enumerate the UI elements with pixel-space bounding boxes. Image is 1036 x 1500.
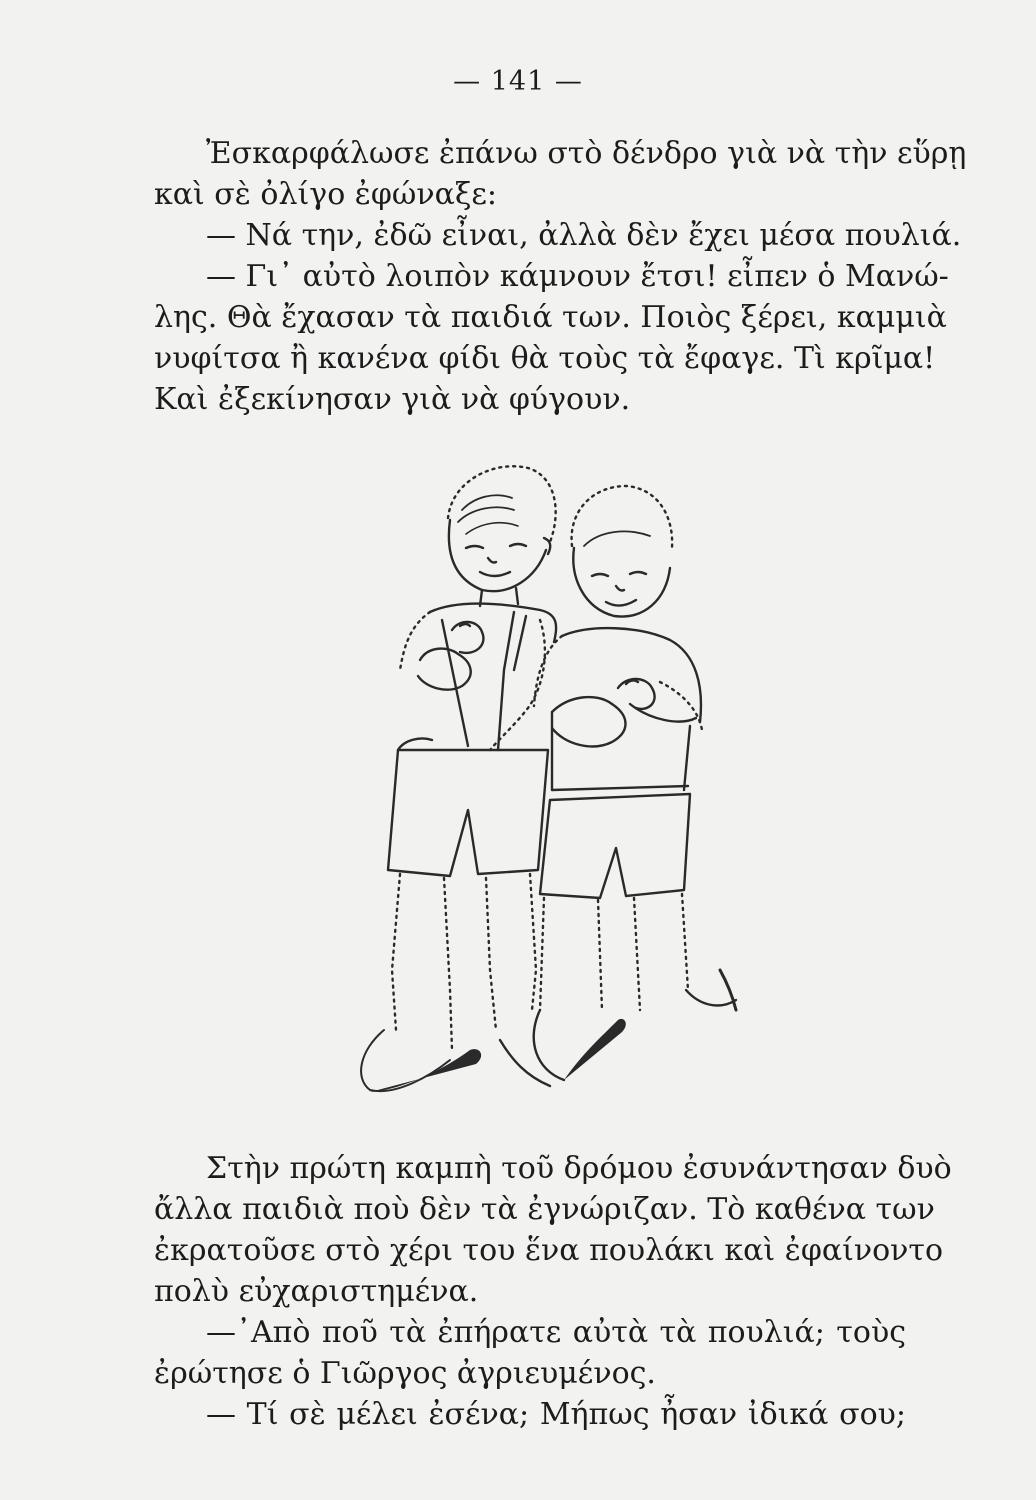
- text-line: λης. Θὰ ἔχασαν τὰ παιδιά των. Ποιὸς ξέρει, καμμιὰ: [154, 300, 947, 335]
- text-line: νυφίτσα ἢ κανένα φίδι θὰ τοὺς τὰ ἔφαγε. Τὶ κρῖμα!: [154, 341, 936, 376]
- text-line: ἐκρατοῦσε στὸ χέρι του ἕνα πουλάκι καὶ ἐφαίνοντο: [154, 1233, 944, 1268]
- page-number: — 141 —: [453, 66, 583, 97]
- text-line: Ἐσκαρφάλωσε ἐπάνω στὸ δένδρο γιὰ νὰ τὴν εὕρῃ: [206, 136, 967, 171]
- text-block-bottom: [154, 1148, 952, 1435]
- right-boy-figure: [534, 486, 736, 1080]
- text-line: ἄλλα παιδιὰ ποὺ δὲν τὰ ἐγνώριζαν. Τὸ καθένα των: [154, 1192, 935, 1227]
- text-line: Στὴν πρώτη καμπὴ τοῦ δρόμου ἐσυνάντησαν δυὸ: [206, 1151, 952, 1186]
- left-boy-figure: [361, 466, 556, 1092]
- text-line: — Τί σὲ μέλει ἐσένα; Μήπως ἦσαν ἰδικά σου;: [206, 1397, 906, 1432]
- text-line: —᾿Απὸ ποῦ τὰ ἐπήρατε αὐτὰ τὰ πουλιά; τοὺς: [206, 1315, 906, 1350]
- two-boys-illustration: [300, 450, 780, 1110]
- text-line: — Γι᾿ αὐτὸ λοιπὸν κάμνουν ἔτσι! εἶπεν ὁ Μανώ-: [206, 259, 949, 294]
- text-line: — Νά την, ἐδῶ εἶναι, ἀλλὰ δὲν ἔχει μέσα πουλιά.: [206, 218, 962, 253]
- text-line: καὶ σὲ ὀλίγο ἐφώναξε:: [154, 177, 498, 212]
- text-line: ἐρώτησε ὁ Γιῶργος ἀγριευμένος.: [154, 1356, 656, 1391]
- text-line: Καὶ ἐξεκίνησαν γιὰ νὰ φύγουν.: [154, 382, 631, 417]
- text-block-top: [154, 133, 967, 420]
- text-line: πολὺ εὐχαριστημένα.: [154, 1274, 479, 1309]
